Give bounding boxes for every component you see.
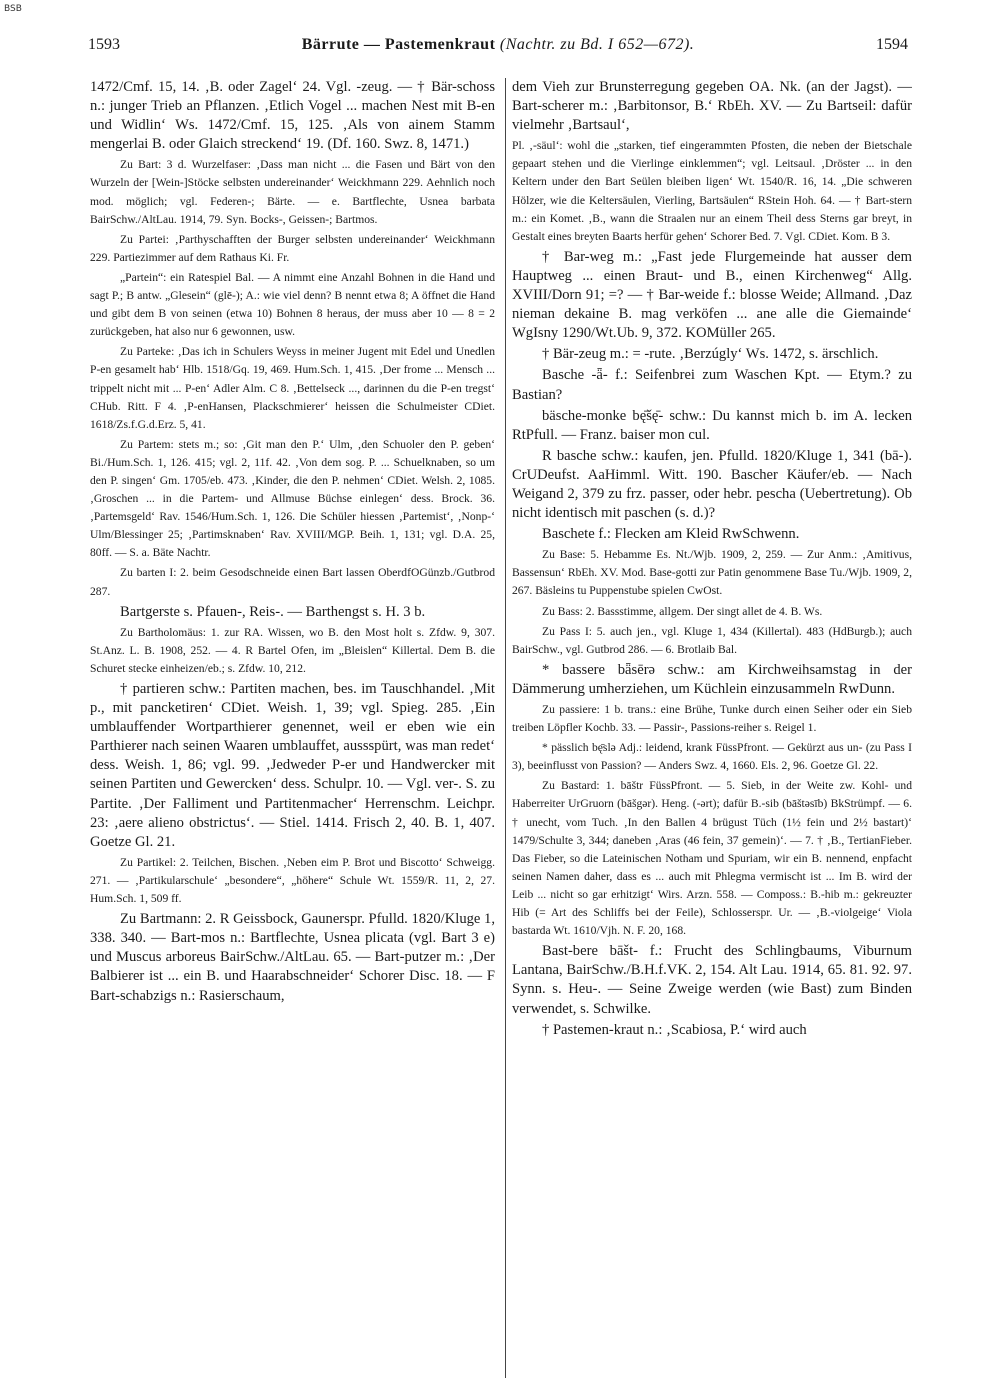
dictionary-entry: † partieren schw.: Partiten machen, bes. im Tauschhandel. ‚Mit p., mit pancketiren‘ CDiet. Weish. 1, 39; vgl. Spieg. 285. ‚Ein umblauffender Wortparthierer genennet, weil er eben wie ein Parthierer nach seinen Waaren umblauffet, aussspürt, was man redet‘ dess. Weish. 1, 86; vgl. 99. ‚Jedweder P-er und Handwercker mit seinen Partiten und Gewercken‘ dess. Schulpr. 10. — Vgl. ver-. S. zu Partite. ‚Der Falliment und Partitenmacher‘ Herrenschm. Leichpr. 23: ‚aere alieno obstrictus‘. — Stiel. 1414. Frisch 2, 40. B. 1, 407. Goetze Gl. 21. [90, 681, 495, 850]
right-column [505, 78, 912, 1378]
dictionary-entry: Zu Parteke: ‚Das ich in Schulers Weyss in meiner Jugent mit Edel und Unedlen P-en gesamelt hab‘ Hlb. 1518/Gq. 19, 469. Hum.Sch. 1, 415. ‚Der frome ... Mensch ... trippelt nicht mit ... P-en‘ Adler Alm. C 8. ‚Bettelseck ..., darinnen du die P-en tregst‘ CHub. Ritt. F 4. ‚P-enHansen, Plackschmierer‘ heissen die Schulmeister CDiet. 1618/Zs.f.G.d.Erz. 5, 41. [90, 345, 495, 431]
dictionary-entry: † Pastemen-kraut n.: ‚Scabiosa, P.‘ wird auch [542, 1021, 807, 1038]
running-title [302, 36, 695, 54]
left-column [90, 78, 495, 1378]
dictionary-entry: R basche schw.: kaufen, jen. Pfulld. 1820/Kluge 1, 341 (bā-). CrUDeufst. AaHimml. Witt. 190. Bascher Käufer/eb. — Nach Weigand 2, 379 zu frz. passer, oder hebr. pescha (Uebertretung). Ob nicht identisch mit paschen (s. d.)? [512, 447, 912, 522]
dictionary-entry: bäsche-monke bę̄šę̄- schw.: Du kannst mich b. im A. lecken RtPfull. — Franz. baiser mon cul. [512, 407, 912, 443]
dictionary-entry: 1472/Cmf. 15, 14. ‚B. oder Zagel‘ 24. Vgl. -zeug. — † Bär-schoss n.: junger Trieb an Pflanzen. ‚Etlich Vogel ... machen Nest mit B-en und Widlin‘ Ws. 1472/Cmf. 15, 125. ‚Als von ainem Stamm mengerlai B. oder Glaich streckend‘ 19. (Df. 160. Swz. 8, 1471.) [90, 79, 495, 153]
dictionary-entry: Bartgerste s. Pfauen-, Reis-. — Barthengst s. H. 3 b. [120, 603, 426, 620]
dictionary-entry: Basche -ǟ- f.: Seifenbrei zum Waschen Kpt. — Etym.? zu Bastian? [512, 367, 912, 403]
dictionary-entry: Zu Bart: 3 d. Wurzelfaser: ‚Dass man nicht ... die Fasen und Bärt von den Wurzeln der [Wein-]Stöcke selbsten undereinander‘ Weickhmann 229. Aehnlich noch mod. möglich; vgl. Federen-; Bärte. — e. Bartflechte, Usnea barbata BairSchw./AltLau. 1914, 79. Syn. Bocks-, Geissen-; Bartmos. [90, 158, 495, 226]
page-number-right: 1594 [875, 36, 908, 53]
dictionary-entry: Zu barten I: 2. beim Gesodschneide einen Bart lassen OberdfOGünzb./Gutbrod 287. [90, 566, 495, 598]
page-number-left: 1593 [88, 36, 120, 53]
dictionary-entry: Zu Partem: stets m.; so: ‚Git man den P.‘ Ulm, ‚den Schuoler den P. geben‘ Bi./Hum.Sch. 1, 126. 415; vgl. 2, 11f. 42. ‚Von dem sog. P. ... Schuelknaben, so um den P. singen‘ Gm. 1705/eb. 473. ‚Kinder, die den P. nehmen‘ CDiet. Welsh. 2, 1085. ‚Groschen ... in die Partem- und Allmuse Büchse einlegen‘ dess. Brock. 36. ‚Partemsgeld‘ Rav. 1546/Hum.Sch. 1, 126. Die Schüler hiessen ‚Partemist‘, ‚Nonp-‘ Ulm/Blessinger 25; ‚Partimsknaben‘ Rav. XVIII/MGP. Beih. 1, 131; vgl. D.A. 25, 80ff. — S. a. Bäte Nachtr. [90, 437, 495, 560]
dictionary-entry: † Bär-zeug m.: = -rute. ‚Berzúgly‘ Ws. 1472, s. ärschlich. [542, 346, 879, 363]
dictionary-entry: dem Vieh zur Brunsterregung gegeben OA. Nk. (an der Jagst). — Bart-scherer m.: ‚Barbitonsor, B.‘ RbEh. XV. — Zu Bartseil: dafür vielmehr ‚Bartsaul‘, [512, 79, 912, 134]
dictionary-entry: † Bar-weg m.: „Fast jede Flurgemeinde hat ausser dem Hauptweg ... einen Braut- und B., einen Kirchenweg“ Allg. XVIII/Dorn 91; =? — † Bar-weide f.: blosse Weide; Allmand. ‚Daz nieman dekaine B. mag verköfen ... ane alle die Giemainde‘ WgIsny 1290/Wt.Ub. 9, 372. KOMüller 265. [512, 248, 912, 342]
dictionary-entry: Zu Bastard: 1. bāštr FüssPfront. — 5. Sieb, in der Weite zw. Kohl- und Haberreiter UrGruorn (bāšgər). Heng. (-ərt); dafür B.-sib (bāštəsīb) BkStrümpf. — 6. † unecht, vom Tuch. ‚In den Ballen 4 brügust Tüch (1½ fein und 2½ bastart)‘ 1479/Schulte 3, 344; daneben ‚Aras (46 fein, 37 gemein)‘. — 7. † ‚B., TertianFieber. Das Fieber, so die Lateinischen Notham und Spuriam, wir ein B. nennend, enpfacht seinen Namen daher, dass es ... auch mit Phlegma vermischt ist ... Im B. wird der Leib ... nicht so gar erhitzigt‘ Wirs. Arzn. 558. — Composs.: B.-hib m.: gekreuzter Hib (= Art des Schliffs bei der Feile), Schlosserspr. Ur. — ‚B.-violgeige‘ Viola bastarda Wt. 1610/Vjh. N. F. 20, 168. [512, 779, 912, 938]
dictionary-entry: Zu Bass: 2. Bassstimme, allgem. Der singt allet de 4. B. Ws. [542, 604, 823, 618]
dictionary-entry: „Partein“: ein Ratespiel Bal. — A nimmt eine Anzahl Bohnen in die Hand und sagt P.; B antw. „Glesein“ (glē-); A.: wie viel denn? B nennt etwa 8; A öffnet die Hand und gibt dem B von seinen (etwa 10) Bohnen 8 heraus, der muss aber 10 — 8 = 2 zurückgeben, hat also nur 6 gewonnen, usw. [90, 270, 495, 339]
page-header [88, 36, 908, 60]
dictionary-entry: Zu Bartholomäus: 1. zur RA. Wissen, wo B. den Most holt s. Zfdw. 9, 307. St.Anz. L. B. 1908, 252. — 4. R Bartel Ofen, im „Bleislen“ Killertal. Dem B. die Schuret stecke einheizen/eb.; s. Zfdw. 10, 212. [90, 625, 495, 675]
dictionary-entry: Zu Base: 5. Hebamme Es. Nt./Wjb. 1909, 2, 259. — Zur Anm.: ‚Amitivus, Bassensun‘ RbEh. XV. Mod. Base-gotti zur Patin genommene Base Tu./Wjb. 1909, 2, 267. Bäsleins tu Puppenstube spielen CwOst. [512, 548, 912, 598]
library-stamp: BSB [4, 4, 22, 14]
dictionary-entry: Zu Partei: ‚Parthyschafften der Burger selbsten undereinander‘ Weickhmann 229. Partiezimmer auf dem Rathaus Ki. Fr. [90, 232, 495, 264]
dictionary-entry: Baschete f.: Flecken am Kleid RwSchwenn. [542, 526, 800, 543]
running-title-subtitle: (Nachtr. zu Bd. I 652—672). [499, 36, 695, 53]
dictionary-entry: Pl. ‚-säul‘: wohl die „starken, tief eingerammten Pfosten, die neben der Bietschale gepaart stehen und die Vierlinge einklemmen“; vgl. Leitsaul. ‚Dröster ... in den Keltern under den Bart Seülen bleiben ligen‘ Wt. 1540/R. 16, 14. „Die schweren Hölzer, wie die Keltersäulen, Vierling, Bartsäulen“ RStein Hoh. 64. — † Bart-stern m.: ein Komet. ‚B., wann die Straalen nur an einem Theil dess Sterns gar breyt, in Gestalt eines breyten Baarts herfür gehen‘ Schorer Bed. 7. Vgl. CDiet. Kom. B 3. [512, 139, 912, 243]
dictionary-entry: Zu Bartmann: 2. R Geissbock, Gaunerspr. Pfulld. 1820/Kluge 1, 338. 340. — Bart-mos n.: Bartflechte, Usnea plicata (vgl. Bart 3 e) und Muscus arboreus BairSchw./AltLau. 65. — Bart-putzer m.: ‚Der Balbierer ist ... ein B. und Haarabschneider‘ Schorer Disc. 18. — F Bart-schabzigs n.: Rasierschaum, [90, 911, 495, 1004]
dictionary-entry: * bassere bǟsērə schw.: am Kirchweihsamstag in der Dämmerung umherziehen, um Küchlein einzusammeln RwDunn. [512, 661, 912, 697]
dictionary-entry: Zu Partikel: 2. Teilchen, Bischen. ‚Neben eim P. Brot und Biscotto‘ Schweigg. 271. — ‚Partikularschule‘ „besondere“, „höhere“ Schule Wt. 1559/R. 11, 2, 27. Hum.Sch. 1, 509 ff. [90, 855, 495, 906]
dictionary-entry: Zu Pass I: 5. auch jen., vgl. Kluge 1, 434 (Killertal). 483 (HdBurgb.); auch BairSchw., vgl. Gutbrod 286. — 6. Brotlaib Bal. [512, 624, 912, 656]
dictionary-entry: * pässlich bę̄slə Adj.: leidend, krank FüssPfront. — Gekürzt aus un- (zu Pass I 3), beeinflusst von Passion? — Anders Swz. 4, 1660. Els. 2, 96. Goetze Gl. 22. [512, 741, 912, 773]
dictionary-entry: Bast-bere bāšt- f.: Frucht des Schlingbaums, Viburnum Lantana, BairSchw./B.H.f.VK. 2, 154. Alt Lau. 1914, 65. 81. 92. 97. Synn. s. Heu-. — Seine Zweige werden (wie Bast) zum Binden verwendet, s. Schwilke. [512, 943, 912, 1017]
running-title-main: Bärrute — Pastemenkraut [301, 36, 496, 53]
dictionary-entry: Zu passiere: 1 b. trans.: eine Brühe, Tunke durch einen Seiher oder ein Sieb treiben Löpfler Kochb. 33. — Passir-, Passions-reiher s. Reigel 1. [512, 703, 912, 735]
